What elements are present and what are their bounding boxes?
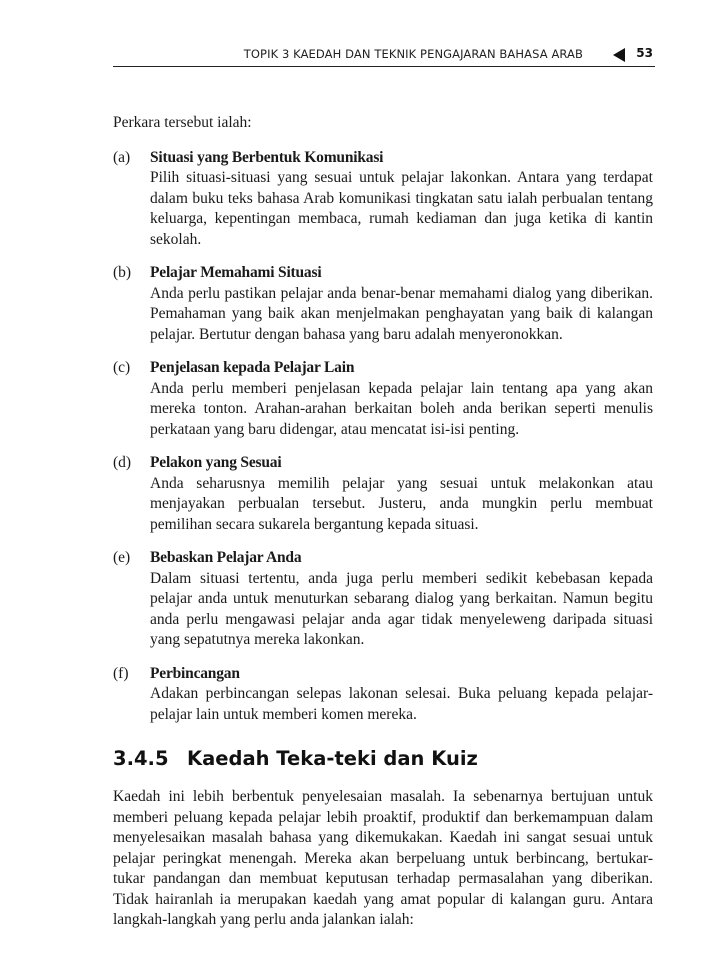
list-item-e xyxy=(113,548,653,651)
item-body: Anda perlu pastikan pelajar anda benar-benar memahami dialog yang diberikan. Pemahaman yang baik akan menjelmakan penghayatan yang baik di kalangan pelajar. Bertutur dengan bahasa yang baru adalah menyeronokkan. xyxy=(150,284,653,343)
left-triangle-icon xyxy=(613,48,625,62)
running-header-title: TOPIK 3 KAEDAH DAN TEKNIK PENGAJARAN BAHASA ARAB xyxy=(243,47,583,61)
section-number: 3.4.5 xyxy=(113,747,169,770)
item-title: Penjelasan kepada Pelajar Lain xyxy=(150,359,355,376)
section-title: Kaedah Teka-teki dan Kuiz xyxy=(187,747,478,770)
section-heading xyxy=(113,747,653,771)
item-body: Anda seharusnya memilih pelajar yang sesuai untuk melakonkan atau menjayakan perbualan tersebut. Justeru, anda mungkin perlu membuat pemilihan secara sukarela bergantung kepada situasi. xyxy=(150,474,653,533)
item-title: Pelakon yang Sesuai xyxy=(150,454,282,471)
item-body: Pilih situasi-situasi yang sesuai untuk pelajar lakonkan. Antara yang terdapat dalam buku teks bahasa Arab komunikasi tingkatan satu ialah perbualan tentang keluarga, kepentingan membaca, rumah kediaman dan juga ketika di kantin sekolah. xyxy=(150,169,653,248)
list-item-d xyxy=(113,453,653,535)
list-item-b xyxy=(113,263,653,345)
page-number: 53 xyxy=(636,46,653,60)
item-title: Situasi yang Berbentuk Komunikasi xyxy=(150,148,384,166)
list-item-a xyxy=(113,148,653,251)
list-item-c xyxy=(113,358,653,440)
item-title: Bebaskan Pelajar Anda xyxy=(150,549,302,566)
item-body: Anda perlu memberi penjelasan kepada pelajar lain tentang apa yang akan mereka tonton. Arahan-arahan berkaitan boleh anda berikan seperti menulis perkataan yang baru didengar, atau mencatat isi-isi penting. xyxy=(150,379,653,438)
section-paragraph: Kaedah ini lebih berbentuk penyelesaian masalah. Ia sebenarnya bertujuan untuk memberi peluang kepada pelajar lebih proaktif, produktif dan berkemampuan dalam menyelesaikan masalah bahasa yang dikemukakan. Kaedah ini sangat sesuai untuk pelajar peringkat menengah. Mereka akan berpeluang untuk berbincang, bertukar-tukar pandangan dan membuat keputusan terhadap permasalahan yang diberikan. Tidak hairanlah ia merupakan kaedah yang amat popular di kalangan guru. Antara langkah-langkah yang perlu anda jalankan ialah: xyxy=(113,788,653,928)
page-content xyxy=(113,113,653,931)
item-label: (c) xyxy=(113,359,131,376)
item-label: (b) xyxy=(113,264,132,281)
item-label: (d) xyxy=(113,454,132,471)
list-item-f xyxy=(113,664,653,726)
item-label: (f) xyxy=(113,664,129,682)
header-divider xyxy=(113,66,655,67)
item-body: Adakan perbincangan selepas lakonan selesai. Buka peluang kepada pelajar-pelajar lain untuk memberi komen mereka. xyxy=(150,685,653,723)
item-title: Pelajar Memahami Situasi xyxy=(150,264,322,281)
item-label: (a) xyxy=(113,148,131,166)
page-header xyxy=(113,46,655,66)
item-label: (e) xyxy=(113,549,131,566)
intro-text: Perkara tersebut ialah: xyxy=(113,114,252,131)
item-body: Dalam situasi tertentu, anda juga perlu memberi sedikit kebebasan kepada pelajar anda untuk menuturkan sebarang dialog yang berkaitan. Namun begitu anda perlu mengawasi pelajar anda agar tidak menyeleweng daripada situasi yang sepatutnya mereka lakonkan. xyxy=(150,569,653,648)
item-title: Perbincangan xyxy=(150,664,240,682)
